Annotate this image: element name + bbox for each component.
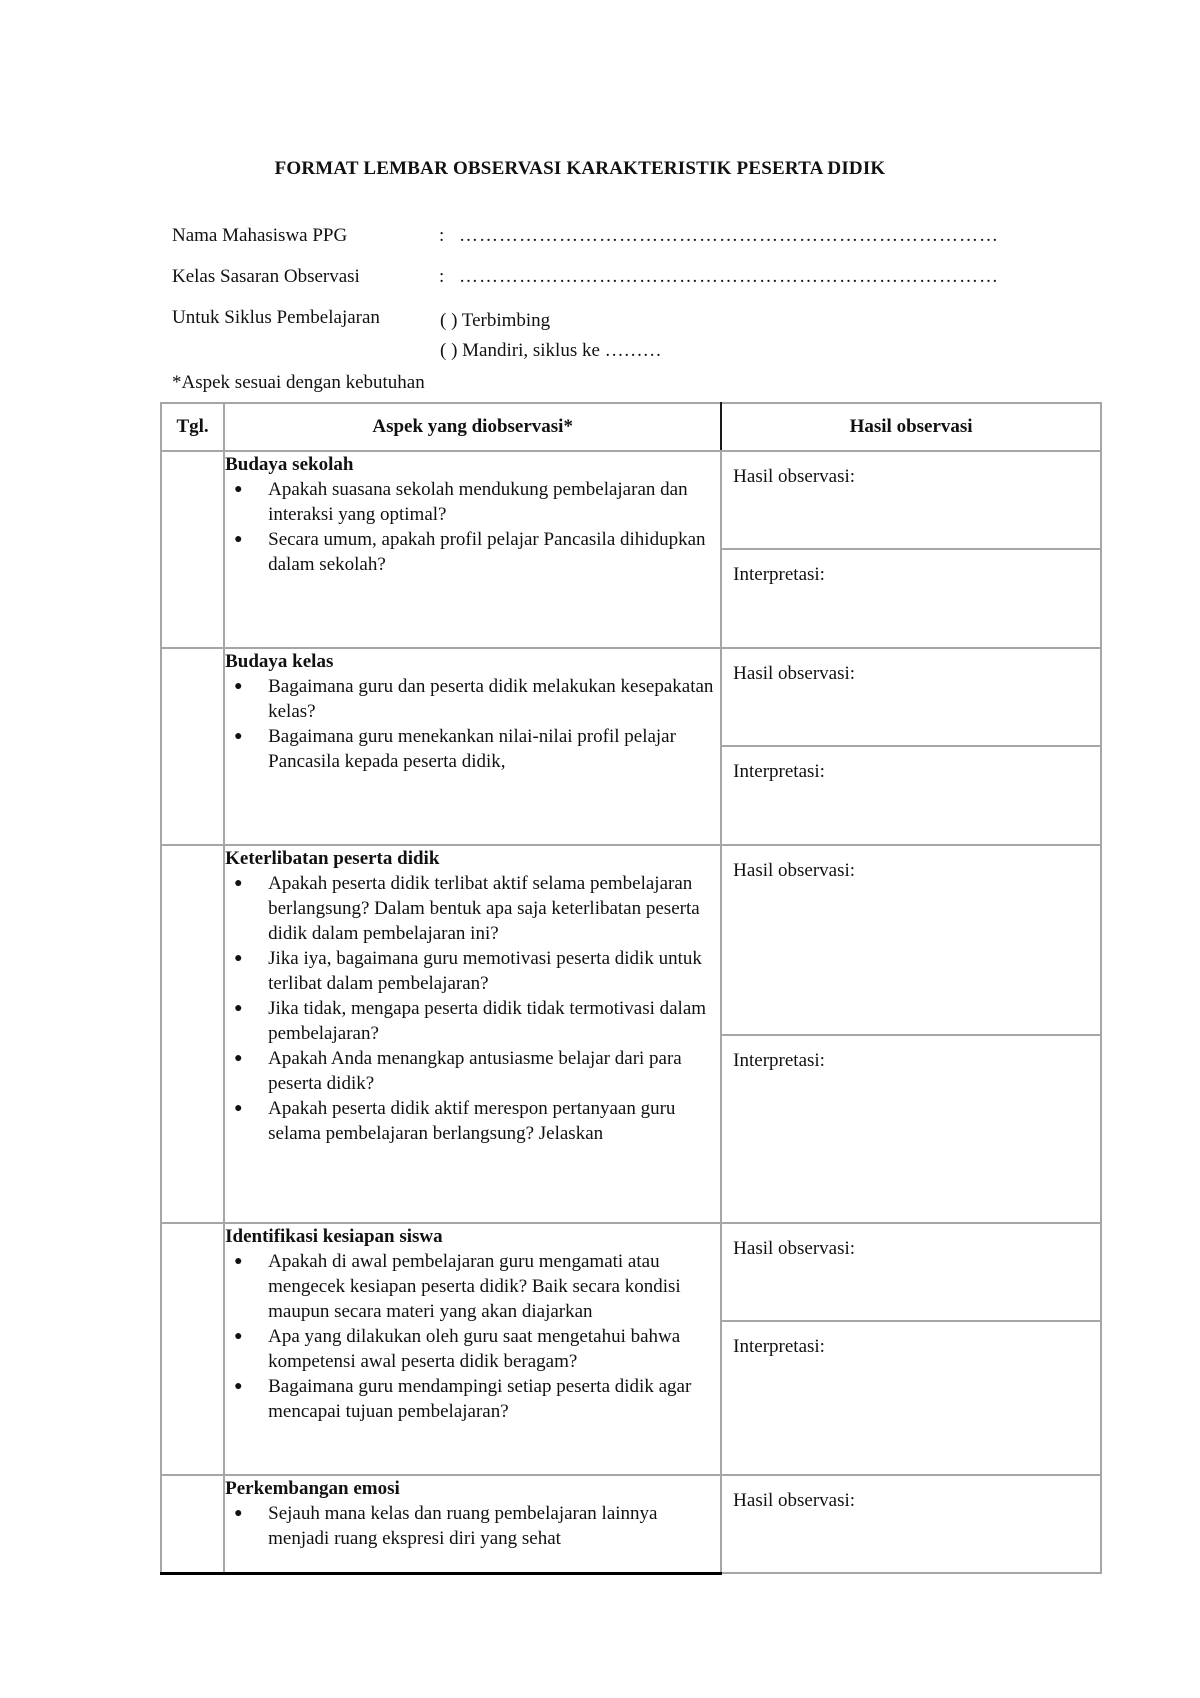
kelas-blank[interactable]: ……………………………………………………………………… bbox=[459, 266, 999, 287]
header-aspek: Aspek yang diobservasi* bbox=[224, 403, 721, 451]
question-list bbox=[225, 477, 720, 577]
hasil-cell bbox=[721, 451, 1101, 648]
interpretasi-field[interactable]: Interpretasi: bbox=[733, 1336, 825, 1357]
list-item: ● Apakah di awal pembelajaran guru mengamati atau mengecek kesiapan peserta didik? Baik secara kondisi maupun secara materi yang akan diajarkan bbox=[234, 1251, 681, 1322]
list-item: ● Bagaimana guru dan peserta didik melakukan kesepakatan kelas? bbox=[234, 676, 714, 722]
bullet-icon: ● bbox=[234, 1101, 243, 1116]
bullet-icon: ● bbox=[234, 532, 243, 547]
bullet-icon: ● bbox=[234, 1051, 243, 1066]
bullet-icon: ● bbox=[234, 876, 243, 891]
aspect-cell bbox=[224, 648, 721, 845]
aspect-cell bbox=[224, 1475, 721, 1573]
header-tgl: Tgl. bbox=[161, 403, 224, 451]
tgl-cell[interactable] bbox=[161, 845, 224, 1223]
choice-terbimbing[interactable]: ( ) Terbimbing bbox=[440, 310, 551, 331]
aspect-title: Budaya sekolah bbox=[225, 454, 354, 475]
kelas-label: Kelas Sasaran Observasi bbox=[172, 266, 360, 287]
siklus-label: Untuk Siklus Pembelajaran bbox=[172, 307, 380, 328]
bullet-icon: ● bbox=[234, 1001, 243, 1016]
question-list bbox=[225, 1249, 720, 1424]
table-row bbox=[161, 1223, 1101, 1475]
bullet-icon: ● bbox=[234, 1254, 243, 1269]
list-item: ● Jika tidak, mengapa peserta didik tidak termotivasi dalam pembelajaran? bbox=[234, 998, 707, 1044]
hasil-observasi-field[interactable]: Hasil observasi: bbox=[722, 452, 1100, 550]
list-item: ● Jika iya, bagaimana guru memotivasi peserta didik untuk terlibat dalam pembelajaran? bbox=[234, 948, 702, 994]
bullet-icon: ● bbox=[234, 1506, 243, 1521]
bullet-icon: ● bbox=[234, 679, 243, 694]
aspect-note: *Aspek sesuai dengan kebutuhan bbox=[172, 372, 425, 393]
nama-blank[interactable]: ……………………………………………………………………… bbox=[459, 225, 999, 246]
header-hasil: Hasil observasi bbox=[721, 403, 1101, 451]
aspect-title: Identifikasi kesiapan siswa bbox=[225, 1226, 443, 1247]
colon: : bbox=[439, 266, 445, 287]
aspect-cell bbox=[224, 451, 721, 648]
list-item: ● Apakah Anda menangkap antusiasme belajar dari para peserta didik? bbox=[234, 1048, 682, 1094]
interpretasi-field[interactable]: Interpretasi: bbox=[733, 564, 825, 585]
bullet-icon: ● bbox=[234, 729, 243, 744]
table-header-row bbox=[161, 403, 1101, 451]
bullet-icon: ● bbox=[234, 951, 243, 966]
table-row bbox=[161, 451, 1101, 648]
question-list bbox=[225, 871, 720, 1146]
aspect-title: Perkembangan emosi bbox=[225, 1478, 400, 1499]
tgl-cell[interactable] bbox=[161, 1475, 224, 1573]
hasil-observasi-field[interactable]: Hasil observasi: bbox=[722, 1224, 1100, 1322]
hasil-cell bbox=[721, 845, 1101, 1223]
hasil-cell bbox=[721, 1475, 1101, 1573]
page-title: FORMAT LEMBAR OBSERVASI KARAKTERISTIK PESERTA DIDIK bbox=[274, 158, 886, 179]
interpretasi-field[interactable]: Interpretasi: bbox=[733, 761, 825, 782]
list-item: ● Apakah peserta didik aktif merespon pertanyaan guru selama pembelajaran berlangsung? Jelaskan bbox=[234, 1098, 676, 1144]
bullet-icon: ● bbox=[234, 1329, 243, 1344]
list-item: ● Sejauh mana kelas dan ruang pembelajaran lainnya menjadi ruang ekspresi diri yang sehat bbox=[234, 1503, 658, 1549]
table-row bbox=[161, 845, 1101, 1223]
hasil-observasi-field[interactable]: Hasil observasi: bbox=[722, 846, 1100, 1036]
colon: : bbox=[439, 225, 445, 246]
hasil-observasi-field[interactable]: Hasil observasi: bbox=[733, 1490, 856, 1511]
list-item: ● Bagaimana guru mendampingi setiap peserta didik agar mencapai tujuan pembelajaran? bbox=[234, 1376, 692, 1422]
table-row bbox=[161, 648, 1101, 845]
tgl-cell[interactable] bbox=[161, 648, 224, 845]
question-list bbox=[225, 674, 720, 774]
aspect-title: Keterlibatan peserta didik bbox=[225, 848, 440, 869]
bullet-icon: ● bbox=[234, 482, 243, 497]
interpretasi-field[interactable]: Interpretasi: bbox=[733, 1050, 825, 1071]
observation-table bbox=[160, 402, 1102, 1575]
tgl-cell[interactable] bbox=[161, 1223, 224, 1475]
list-item: ● Apakah peserta didik terlibat aktif selama pembelajaran berlangsung? Dalam bentuk apa saja keterlibatan peserta didik dalam pembelajaran ini? bbox=[234, 873, 700, 944]
hasil-cell bbox=[721, 648, 1101, 845]
list-item: ● Secara umum, apakah profil pelajar Pancasila dihidupkan dalam sekolah? bbox=[234, 529, 706, 575]
choice-mandiri[interactable]: ( ) Mandiri, siklus ke ……… bbox=[440, 340, 662, 361]
aspect-cell bbox=[224, 1223, 721, 1475]
hasil-cell bbox=[721, 1223, 1101, 1475]
tgl-cell[interactable] bbox=[161, 451, 224, 648]
aspect-title: Budaya kelas bbox=[225, 651, 334, 672]
bullet-icon: ● bbox=[234, 1379, 243, 1394]
list-item: ● Bagaimana guru menekankan nilai-nilai profil pelajar Pancasila kepada peserta didik, bbox=[234, 726, 676, 772]
list-item: ● Apa yang dilakukan oleh guru saat mengetahui bahwa kompetensi awal peserta didik beragam? bbox=[234, 1326, 681, 1372]
aspect-cell bbox=[224, 845, 721, 1223]
hasil-observasi-field[interactable]: Hasil observasi: bbox=[722, 649, 1100, 747]
table-row bbox=[161, 1475, 1101, 1573]
list-item: ● Apakah suasana sekolah mendukung pembelajaran dan interaksi yang optimal? bbox=[234, 479, 688, 525]
question-list bbox=[225, 1501, 720, 1551]
nama-label: Nama Mahasiswa PPG bbox=[172, 225, 348, 246]
